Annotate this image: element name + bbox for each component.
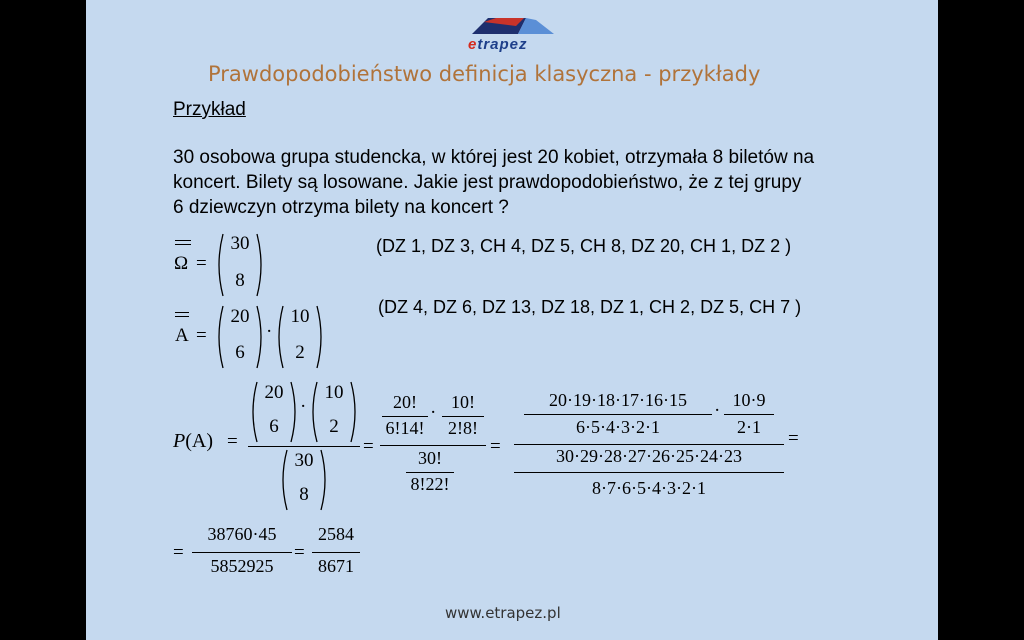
prod-cdot: · [714, 400, 721, 421]
problem-line-3: 6 dziewczyn otrzyma bilety na koncert ? [173, 197, 509, 218]
prod-bar-3 [514, 472, 784, 473]
a-symbol: A [175, 325, 189, 346]
omega-symbol: Ω [174, 253, 189, 274]
prob-eq-2: = [363, 436, 374, 457]
fact-main-bar [380, 445, 486, 446]
result-bar [192, 552, 292, 553]
fact-den3: 8!22! [410, 474, 450, 494]
prob-eq-3: = [490, 436, 501, 457]
footer-url[interactable]: www.etrapez.pl [445, 604, 561, 622]
final-bar [312, 552, 360, 553]
prob-lhs: P(A) [173, 430, 213, 452]
omega-binom-bottom: 8 [235, 270, 245, 291]
a-binom2-top: 10 [290, 306, 310, 327]
prob-binom3-bottom: 8 [299, 484, 309, 505]
omega-overbar-1 [175, 240, 191, 241]
a-binom1-bottom: 6 [235, 342, 245, 363]
fact-den2: 2!8! [448, 418, 478, 438]
fact-num3: 30! [418, 448, 442, 468]
prod-bar-1 [524, 414, 712, 415]
problem-line-1: 30 osobowa grupa studencka, w której jest 20 kobiet, otrzymała 8 biletów na [173, 147, 815, 168]
logo-text [468, 36, 528, 53]
prod-den2: 2·1 [737, 417, 761, 437]
prod-den1: 6·5·4·3·2·1 [576, 417, 660, 437]
prob-binom2-top: 10 [324, 382, 344, 403]
prob-binom1-top: 20 [264, 382, 284, 403]
a-binom2-bottom: 2 [295, 342, 305, 363]
omega-overbar-2 [175, 244, 191, 245]
prob-binom3-top: 30 [294, 450, 314, 471]
prod-bar-2 [724, 414, 774, 415]
result-eq-1: = [173, 542, 184, 563]
result-den: 5852925 [210, 556, 274, 576]
fact-den1: 6!14! [385, 418, 425, 438]
slide-title: Prawdopodobieństwo definicja klasyczna - przykłady [208, 62, 761, 86]
prob-eq-1: = [227, 431, 238, 452]
fact-num1: 20! [393, 392, 417, 412]
prod-den3: 8·7·6·5·4·3·2·1 [592, 478, 706, 498]
logo-e-letter: e [468, 36, 478, 53]
final-den: 8671 [318, 556, 354, 576]
prod-num3: 30·29·28·27·26·25·24·23 [556, 446, 742, 466]
omega-equals: = [196, 253, 207, 274]
a-overbar-2 [175, 316, 189, 317]
a-equals: = [196, 325, 207, 346]
result-num: 38760·45 [207, 524, 277, 544]
prob-binom1-bottom: 6 [269, 416, 279, 437]
omega-example: (DZ 1, DZ 3, CH 4, DZ 5, CH 8, DZ 20, CH 1, DZ 2 ) [376, 236, 792, 256]
fact-cdot: · [430, 402, 437, 423]
prob-binom2-bottom: 2 [329, 416, 339, 437]
prod-num1: 20·19·18·17·16·15 [549, 390, 687, 410]
a-overbar-1 [175, 312, 189, 313]
result-eq-2: = [294, 542, 305, 563]
fact-num2: 10! [451, 392, 475, 412]
problem-line-2: koncert. Bilety są losowane. Jakie jest prawdopodobieństwo, że z tej grupy [173, 172, 802, 193]
example-heading: Przykład [173, 99, 246, 120]
prob-eq-4: = [788, 428, 799, 449]
logo-brand-rest: trapez [477, 36, 528, 53]
a-cdot: · [266, 321, 273, 342]
slide [86, 0, 938, 640]
prod-num2: 10·9 [732, 390, 766, 410]
final-num: 2584 [318, 524, 354, 544]
a-binom1-top: 20 [230, 306, 250, 327]
prob-cdot: · [300, 396, 307, 417]
a-example: (DZ 4, DZ 6, DZ 13, DZ 18, DZ 1, CH 2, DZ 5, CH 7 ) [378, 297, 802, 317]
omega-binom-top: 30 [230, 233, 250, 254]
